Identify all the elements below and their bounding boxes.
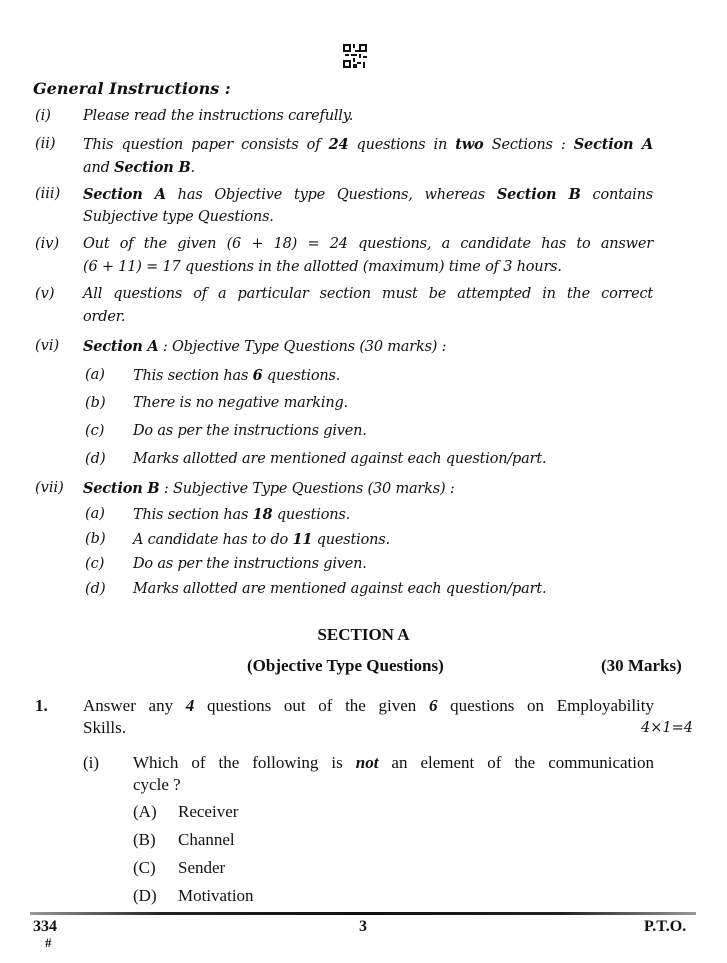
option-label: (A)	[133, 802, 157, 821]
option-label: (B)	[133, 830, 156, 849]
paper-code: 334	[33, 918, 57, 935]
sub-item-text: There is no negative marking.	[133, 395, 348, 411]
sub-item-number: (a)	[85, 367, 105, 383]
pto-label: P.T.O.	[644, 918, 687, 935]
question-marks: 4×1=4	[641, 720, 693, 736]
instruction-number: (v)	[35, 286, 55, 302]
section-title: SECTION A	[317, 625, 410, 644]
option-text: Receiver	[178, 802, 239, 821]
option-label: (C)	[133, 858, 156, 877]
instruction-number: (vi)	[35, 338, 60, 354]
page-number: 3	[359, 918, 367, 935]
sub-item-number: (b)	[85, 395, 106, 411]
instruction-number: (iii)	[35, 186, 61, 202]
question-text: Skills.	[83, 718, 126, 737]
footer-rule	[30, 912, 696, 915]
question-number: 1.	[35, 696, 48, 715]
instruction-text: Section B : Subjective Type Questions (30 marks) :	[83, 480, 455, 497]
sub-item-text: A candidate has to do 11 questions.	[133, 531, 390, 548]
sub-question-number: (i)	[83, 753, 100, 772]
instruction-text: Out of the given (6 + 18) = 24 questions, a candidate has to answer	[83, 236, 653, 252]
option-text: Sender	[178, 858, 226, 877]
sub-item-number: (b)	[85, 531, 106, 547]
instruction-text: Section A : Objective Type Questions (30 marks) :	[83, 338, 447, 355]
sub-question-text: cycle ?	[133, 775, 181, 794]
sub-item-text: Do as per the instructions given.	[133, 423, 367, 439]
instruction-text: All questions of a particular section must be attempted in the correct	[83, 286, 653, 302]
section-marks: (30 Marks)	[601, 656, 682, 675]
instruction-text: Please read the instructions carefully.	[83, 108, 354, 124]
instruction-text: order.	[83, 309, 126, 325]
sub-item-text: Do as per the instructions given.	[133, 556, 367, 572]
instruction-number: (i)	[35, 108, 51, 124]
option-text: Motivation	[178, 886, 254, 905]
option-label: (D)	[133, 886, 157, 905]
instruction-text: Section A has Objective type Questions, whereas Section B contains	[83, 186, 653, 203]
hash-mark: #	[45, 935, 52, 950]
sub-item-text: This section has 18 questions.	[133, 506, 351, 523]
instruction-number: (ii)	[35, 136, 56, 152]
instructions-heading: General Instructions :	[33, 79, 231, 98]
sub-item-text: Marks allotted are mentioned against each question/part.	[133, 451, 547, 467]
sub-item-number: (d)	[85, 581, 106, 597]
sub-item-number: (a)	[85, 506, 105, 522]
instruction-number: (vii)	[35, 480, 64, 496]
instruction-text: (6 + 11) = 17 questions in the allotted (maximum) time of 3 hours.	[83, 259, 562, 275]
instruction-text: This question paper consists of 24 questions in two Sections : Section A	[83, 136, 653, 153]
section-subtitle: (Objective Type Questions)	[247, 656, 444, 675]
sub-item-text: Marks allotted are mentioned against each question/part.	[133, 581, 547, 597]
instruction-text: Subjective type Questions.	[83, 209, 274, 225]
sub-item-text: This section has 6 questions.	[133, 367, 341, 384]
sub-item-number: (c)	[85, 556, 105, 572]
instruction-number: (iv)	[35, 236, 60, 252]
sub-item-number: (d)	[85, 451, 106, 467]
sub-item-number: (c)	[85, 423, 105, 439]
instruction-text: and Section B.	[83, 159, 195, 176]
question-text: Answer any 4 questions out of the given 6 questions on Employability	[83, 696, 655, 715]
qr-code	[343, 44, 367, 68]
option-text: Channel	[178, 830, 235, 849]
sub-question-text: Which of the following is not an element of the communication	[133, 753, 654, 772]
